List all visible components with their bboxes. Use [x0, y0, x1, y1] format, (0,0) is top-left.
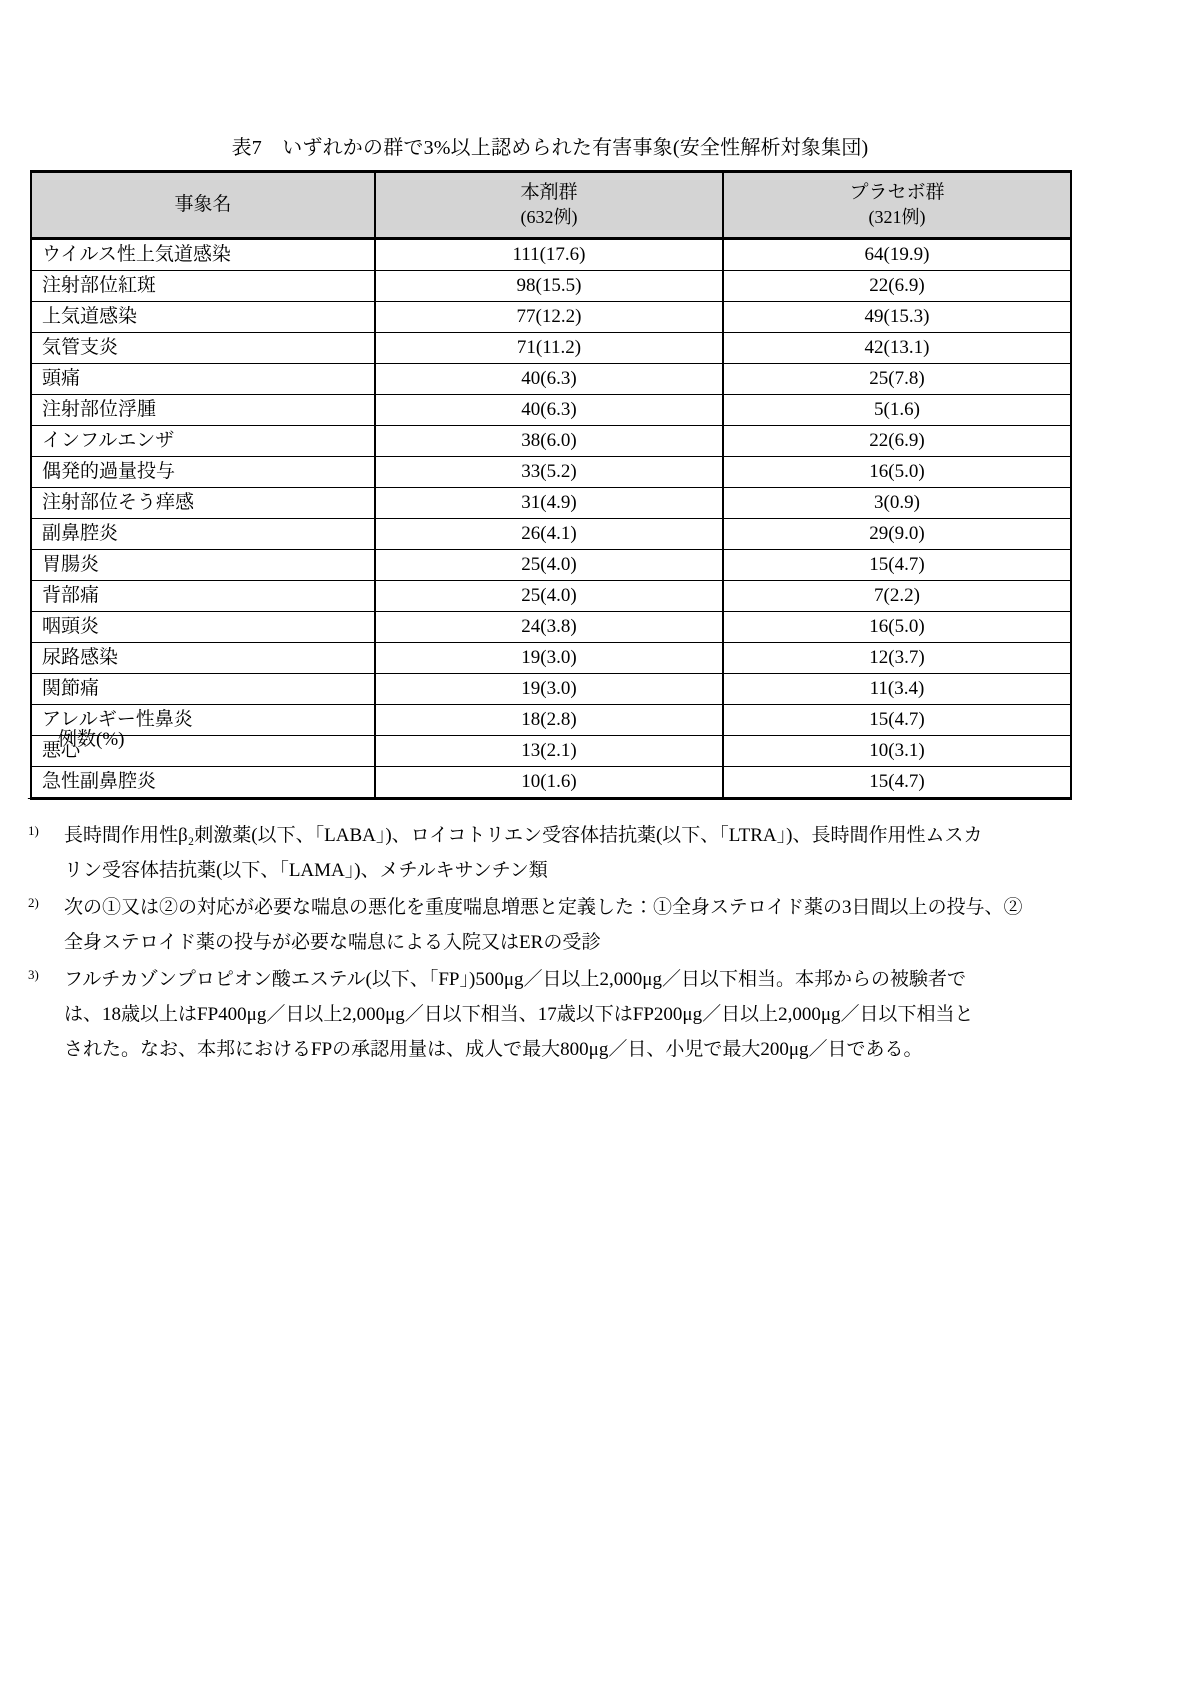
table-body [31, 239, 1071, 799]
table-row [31, 674, 1071, 705]
cell-drug-group-value: 40(6.3) [375, 395, 723, 426]
cell-drug-group-value: 77(12.2) [375, 302, 723, 333]
column-header-event-name-label: 事象名 [174, 194, 232, 215]
table-row [31, 550, 1071, 581]
cell-drug-group-value: 111(17.6) [375, 239, 723, 271]
cell-drug-group-value: 31(4.9) [375, 488, 723, 519]
footnote-line: リン受容体拮抗薬(以下、「LAMA」)、メチルキサンチン類 [64, 860, 548, 881]
cell-placebo-group-value: 7(2.2) [723, 581, 1071, 612]
cell-placebo-group-value: 16(5.0) [723, 457, 1071, 488]
footnote-text [64, 818, 1158, 888]
cell-placebo-group-value: 5(1.6) [723, 395, 1071, 426]
column-header-drug-group-count: (632例) [520, 207, 578, 227]
column-header-drug-group [375, 172, 723, 239]
footnote-line: された。なお、本邦におけるFPの承認用量は、成人で最大800μg／日、小児で最大200μg／日である。 [64, 1039, 923, 1060]
table-row [31, 457, 1071, 488]
cell-event-name: 注射部位そう痒感 [31, 488, 375, 519]
table-header [31, 172, 1071, 239]
column-header-placebo-group [723, 172, 1071, 239]
cell-drug-group-value: 25(4.0) [375, 581, 723, 612]
cell-placebo-group-value: 29(9.0) [723, 519, 1071, 550]
column-header-placebo-group-count: (321例) [868, 207, 926, 227]
cell-placebo-group-value: 15(4.7) [723, 550, 1071, 581]
table-row [31, 705, 1071, 736]
cell-drug-group-value: 98(15.5) [375, 271, 723, 302]
table-row [31, 239, 1071, 271]
table-row [31, 364, 1071, 395]
cell-event-name: 注射部位浮腫 [31, 395, 375, 426]
footnote-separator-rule: ――――――――――― [28, 787, 232, 808]
cell-drug-group-value: 13(2.1) [375, 736, 723, 767]
footnote-line: 長時間作用性β₂刺激薬(以下、「LABA」)、ロイコトリエン受容体拮抗薬(以下、「LTRA」)、長時間作用性ムスカ [64, 825, 983, 846]
footnote-item [28, 818, 1158, 888]
cell-placebo-group-value: 10(3.1) [723, 736, 1071, 767]
cell-drug-group-value: 19(3.0) [375, 674, 723, 705]
cell-placebo-group-value: 49(15.3) [723, 302, 1071, 333]
table-footnote-unit: 例数(%) [58, 729, 125, 750]
table-row [31, 612, 1071, 643]
footnote-line: 全身ステロイド薬の投与が必要な喘息による入院又はERの受診 [64, 932, 601, 953]
column-header-event-name [31, 172, 375, 239]
footnote-line: フルチカゾンプロピオン酸エステル(以下、「FP」)500μg／日以上2,000μg／日以下相当。本邦からの被験者で [64, 969, 966, 990]
cell-event-name: 頭痛 [31, 364, 375, 395]
cell-event-name: アレルギー性鼻炎 [31, 705, 375, 736]
cell-event-name: 上気道感染 [31, 302, 375, 333]
cell-event-name: 副鼻腔炎 [31, 519, 375, 550]
cell-event-name: 背部痛 [31, 581, 375, 612]
table-header-row [31, 172, 1071, 239]
cell-event-name: インフルエンザ [31, 426, 375, 457]
cell-placebo-group-value: 25(7.8) [723, 364, 1071, 395]
cell-placebo-group-value: 11(3.4) [723, 674, 1071, 705]
cell-placebo-group-value: 12(3.7) [723, 643, 1071, 674]
cell-event-name: 尿路感染 [31, 643, 375, 674]
footnote-marker: 1) [28, 823, 39, 838]
cell-event-name: 悪心 [31, 736, 375, 767]
cell-event-name: 気管支炎 [31, 333, 375, 364]
cell-drug-group-value: 38(6.0) [375, 426, 723, 457]
footnote-line: は、18歳以上はFP400μg／日以上2,000μg／日以下相当、17歳以下はFP200μg／日以上2,000μg／日以下相当と [64, 1004, 974, 1025]
adverse-events-table [30, 170, 1072, 800]
cell-drug-group-value: 40(6.3) [375, 364, 723, 395]
cell-drug-group-value: 33(5.2) [375, 457, 723, 488]
cell-placebo-group-value: 15(4.7) [723, 767, 1071, 799]
cell-placebo-group-value: 22(6.9) [723, 271, 1071, 302]
cell-drug-group-value: 18(2.8) [375, 705, 723, 736]
cell-drug-group-value: 10(1.6) [375, 767, 723, 799]
cell-placebo-group-value: 64(19.9) [723, 239, 1071, 271]
footnote-item [28, 890, 1158, 960]
table-row [31, 581, 1071, 612]
table-row [31, 333, 1071, 364]
table-row [31, 519, 1071, 550]
table-caption: 表7 いずれかの群で3%以上認められた有害事象(安全性解析対象集団) [231, 137, 869, 159]
table-row [31, 271, 1071, 302]
cell-event-name: 偶発的過量投与 [31, 457, 375, 488]
cell-event-name: 咽頭炎 [31, 612, 375, 643]
column-header-placebo-group-label: プラセボ群 [849, 182, 945, 203]
cell-event-name: 胃腸炎 [31, 550, 375, 581]
cell-event-name: 関節痛 [31, 674, 375, 705]
cell-drug-group-value: 26(4.1) [375, 519, 723, 550]
table-row [31, 426, 1071, 457]
cell-placebo-group-value: 42(13.1) [723, 333, 1071, 364]
footnote-line: 次の①又は②の対応が必要な喘息の悪化を重度喘息増悪と定義した：①全身ステロイド薬の3日間以上の投与、② [64, 897, 1023, 918]
table-row [31, 395, 1071, 426]
column-header-drug-group-label: 本剤群 [520, 182, 578, 203]
table-row [31, 736, 1071, 767]
table-row [31, 643, 1071, 674]
table-row [31, 302, 1071, 333]
cell-drug-group-value: 71(11.2) [375, 333, 723, 364]
cell-drug-group-value: 24(3.8) [375, 612, 723, 643]
footnote-text [64, 890, 1158, 960]
footnote-marker: 3) [28, 967, 39, 982]
footnote-list [28, 818, 1158, 1069]
cell-event-name: 急性副鼻腔炎 [31, 767, 375, 799]
table-row [31, 488, 1071, 519]
footnote-item [28, 962, 1158, 1067]
cell-event-name: 注射部位紅斑 [31, 271, 375, 302]
cell-event-name: ウイルス性上気道感染 [31, 239, 375, 271]
cell-placebo-group-value: 15(4.7) [723, 705, 1071, 736]
cell-drug-group-value: 19(3.0) [375, 643, 723, 674]
cell-placebo-group-value: 3(0.9) [723, 488, 1071, 519]
cell-drug-group-value: 25(4.0) [375, 550, 723, 581]
cell-placebo-group-value: 22(6.9) [723, 426, 1071, 457]
cell-placebo-group-value: 16(5.0) [723, 612, 1071, 643]
footnote-text [64, 962, 1158, 1067]
footnote-marker: 2) [28, 895, 39, 910]
